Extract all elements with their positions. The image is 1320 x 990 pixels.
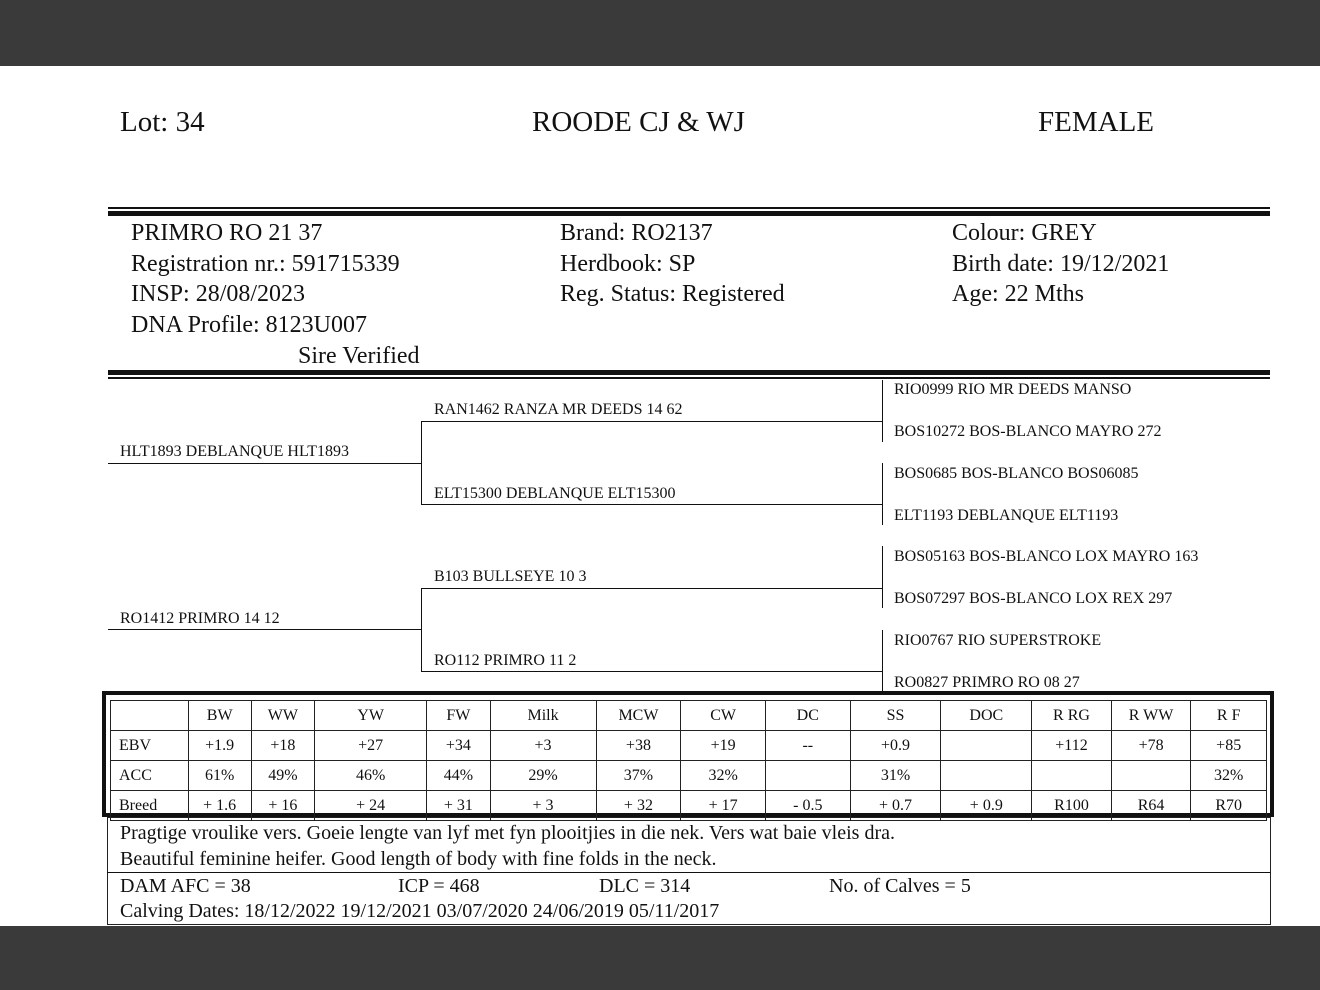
breed-cell: + 0.9 [941,791,1032,821]
animal-name: PRIMRO RO 21 37 [131,220,323,246]
dam-dlc: DLC = 314 [599,875,691,897]
pedigree-bracket-gen3-1 [882,380,883,442]
comment-afrikaans: Pragtige vroulike vers. Goeie lengte van lyf met fyn plooitjies in die nek. Vers wat baie vleis dra. [120,822,895,844]
pedigree-gen3-3: BOS0685 BOS-BLANCO BOS06085 [894,465,1139,482]
ebv-header-cell: YW [315,701,427,731]
pedigree-bracket-gen3-4 [882,630,883,693]
ebv-cell [941,731,1032,761]
header-rule-thin [108,207,1270,209]
acc-cell [765,761,850,791]
brand: Brand: RO2137 [560,220,713,246]
ebv-table [110,700,1267,821]
ebv-header-cell: SS [850,701,941,731]
ebv-header-cell: Milk [490,701,596,731]
acc-cell: 29% [490,761,596,791]
ebv-header-cell: FW [427,701,490,731]
pedigree-dam-sire: B103 BULLSEYE 10 3 [434,568,587,585]
pedigree-line-sire-sire [421,421,883,422]
breed-cell: R64 [1111,791,1191,821]
lot-number: Lot: 34 [120,106,205,138]
breed-cell: - 0.5 [765,791,850,821]
ebv-header-cell: R RG [1032,701,1112,731]
breed-row [111,791,1267,821]
owner-name: ROODE CJ & WJ [532,106,745,138]
breed-cell: + 16 [251,791,314,821]
pedigree-line-dam-sire [421,588,883,589]
birth-date: Birth date: 19/12/2021 [952,251,1170,277]
ebv-cell: +78 [1111,731,1191,761]
breed-cell: + 17 [681,791,766,821]
pedigree-line-dam-dam [421,671,883,672]
ebv-row-label: EBV [111,731,189,761]
comment-english: Beautiful feminine heifer. Good length of body with fine folds in the neck. [120,848,717,870]
ebv-header-cell: MCW [596,701,681,731]
pedigree-line-dam [108,629,422,630]
breed-cell: + 31 [427,791,490,821]
pedigree-line-sire-dam [421,504,883,505]
ebv-header-cell: R F [1191,701,1267,731]
pedigree-gen3-1: RIO0999 RIO MR DEEDS MANSO [894,381,1132,398]
pedigree-sire: HLT1893 DEBLANQUE HLT1893 [120,443,350,460]
pedigree-dam: RO1412 PRIMRO 14 12 [120,610,280,627]
ebv-header-cell: WW [251,701,314,731]
acc-cell: 61% [188,761,251,791]
breed-cell: R70 [1191,791,1267,821]
header-rule-thick [108,211,1270,216]
info-rule-thick [108,370,1270,375]
acc-cell: 37% [596,761,681,791]
pedigree-bracket-sire [421,421,422,505]
registration-number: Registration nr.: 591715339 [131,251,400,277]
ebv-header-cell: DOC [941,701,1032,731]
ebv-cell: +19 [681,731,766,761]
acc-cell: 31% [850,761,941,791]
breed-cell: + 3 [490,791,596,821]
sex-label: FEMALE [1038,106,1154,138]
inspection-date: INSP: 28/08/2023 [131,281,306,307]
sire-verified: Sire Verified [298,343,420,369]
herdbook: Herdbook: SP [560,251,696,277]
pedigree-gen3-6: BOS07297 BOS-BLANCO LOX REX 297 [894,590,1173,607]
acc-cell: 32% [681,761,766,791]
pedigree-bracket-gen3-2 [882,463,883,525]
ebv-cell: +38 [596,731,681,761]
colour: Colour: GREY [952,220,1097,246]
dam-icp: ICP = 468 [398,875,480,897]
pedigree-dam-dam: RO112 PRIMRO 11 2 [434,652,577,669]
ebv-header-cell: CW [681,701,766,731]
reg-status: Reg. Status: Registered [560,281,785,307]
pedigree-gen3-7: RIO0767 RIO SUPERSTROKE [894,632,1102,649]
acc-cell [941,761,1032,791]
ebv-header-row [111,701,1267,731]
ebv-cell: +0.9 [850,731,941,761]
breed-cell: R100 [1032,791,1112,821]
acc-row [111,761,1267,791]
pedigree-sire-dam: ELT15300 DEBLANQUE ELT15300 [434,485,676,502]
acc-cell [1111,761,1191,791]
comments-divider [107,872,1271,873]
ebv-header-cell: DC [765,701,850,731]
pedigree-gen3-2: BOS10272 BOS-BLANCO MAYRO 272 [894,423,1162,440]
acc-cell: 49% [251,761,314,791]
ebv-cell: +85 [1191,731,1267,761]
pedigree-sire-sire: RAN1462 RANZA MR DEEDS 14 62 [434,401,683,418]
ebv-header-cell: BW [188,701,251,731]
breed-cell: + 32 [596,791,681,821]
age: Age: 22 Mths [952,281,1084,307]
acc-cell: 32% [1191,761,1267,791]
ebv-cell: +34 [427,731,490,761]
ebv-cell: +27 [315,731,427,761]
pedigree-bracket-dam [421,588,422,671]
ebv-cell: -- [765,731,850,761]
ebv-header-cell [111,701,189,731]
acc-cell: 46% [315,761,427,791]
bottom-dark-bar [0,926,1320,990]
acc-cell: 44% [427,761,490,791]
pedigree-line-sire [108,463,422,464]
pedigree-gen3-4: ELT1193 DEBLANQUE ELT1193 [894,507,1119,524]
pedigree-gen3-8: RO0827 PRIMRO RO 08 27 [894,674,1080,691]
pedigree-gen3-5: BOS05163 BOS-BLANCO LOX MAYRO 163 [894,548,1199,565]
breed-cell: + 0.7 [850,791,941,821]
top-dark-bar [0,0,1320,66]
breed-cell: + 24 [315,791,427,821]
dam-afc: DAM AFC = 38 [120,875,251,897]
ebv-cell: +18 [251,731,314,761]
calving-dates: Calving Dates: 18/12/2022 19/12/2021 03/07/2020 24/06/2019 05/11/2017 [120,900,720,922]
ebv-cell: +112 [1032,731,1112,761]
dna-profile: DNA Profile: 8123U007 [131,312,367,338]
ebv-cell: +1.9 [188,731,251,761]
pedigree-bracket-gen3-3 [882,546,883,608]
breed-cell: + 1.6 [188,791,251,821]
info-rule-thin [108,377,1270,379]
dam-calves: No. of Calves = 5 [829,875,971,897]
ebv-cell: +3 [490,731,596,761]
acc-cell [1032,761,1112,791]
ebv-header-cell: R WW [1111,701,1191,731]
ebv-row [111,731,1267,761]
breed-row-label: Breed [111,791,189,821]
acc-row-label: ACC [111,761,189,791]
